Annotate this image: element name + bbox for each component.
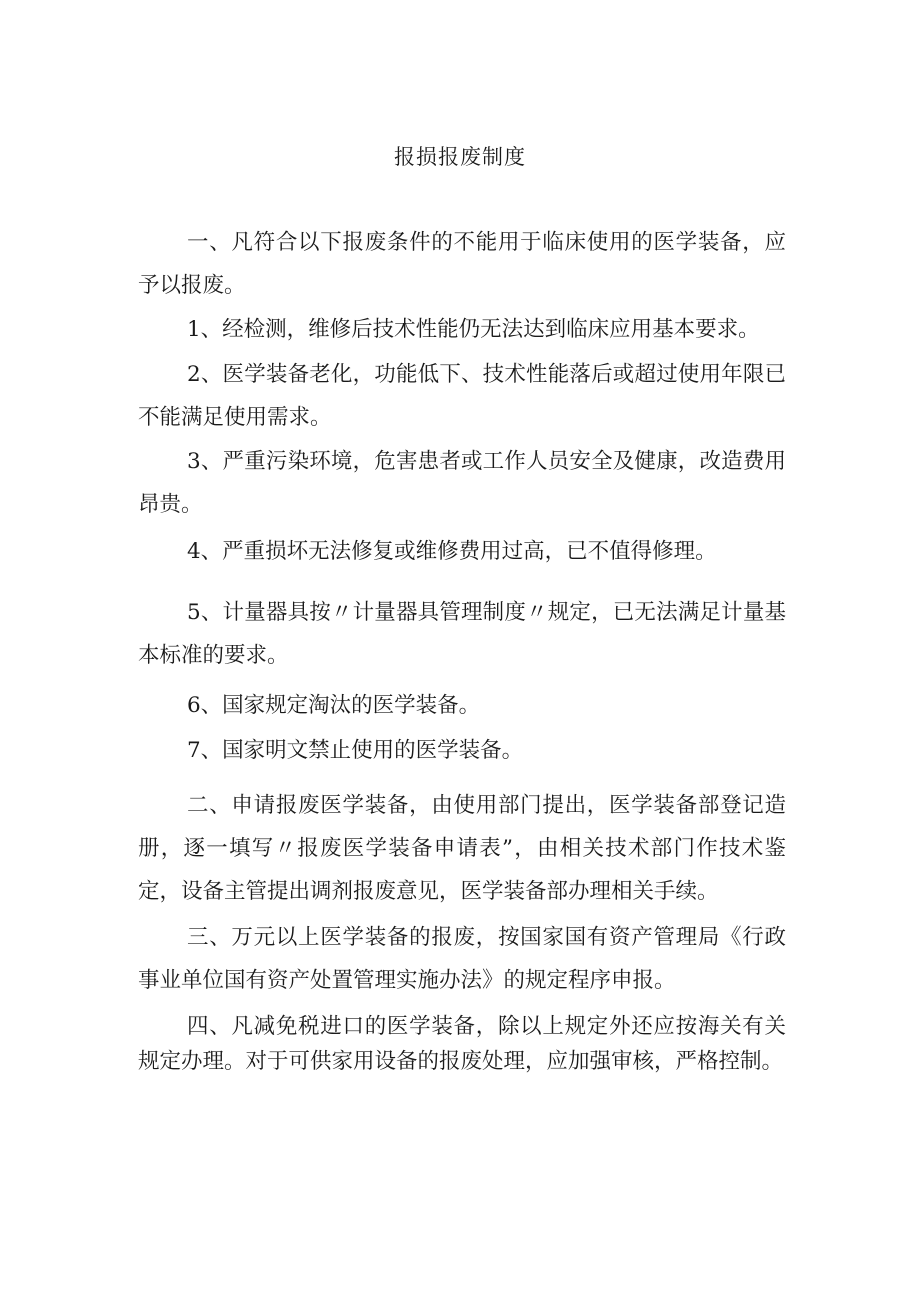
paragraph-item-4: 4、严重损坏无法修复或维修费用过高，已不值得修理。 bbox=[187, 539, 717, 564]
paragraph-section-1: 一、凡符合以下报废条件的不能用于临床使用的医学装备，应予以报废。 bbox=[138, 230, 786, 298]
paragraph-item-6: 6、国家规定淘汰的医学装备。 bbox=[187, 693, 481, 718]
paragraph-section-3: 三、万元以上医学装备的报废，按国家国有资产管理局《行政事业单位国有资产处置管理实施办法》的规定程序申报。 bbox=[138, 925, 786, 993]
paragraph-section-4: 四、凡减免税进口的医学装备，除以上规定外还应按海关有关规定办理。对于可供家用设备的报废处理，应加强审核，严格控制。 bbox=[138, 1014, 786, 1074]
paragraph-item-1: 1、经检测，维修后技术性能仍无法达到临床应用基本要求。 bbox=[187, 317, 760, 342]
document-title: 报损报废制度 bbox=[394, 145, 526, 169]
paragraph-item-5: 5、计量器具按〃计量器具管理制度〃规定，已无法满足计量基本标准的要求。 bbox=[138, 600, 786, 668]
paragraph-section-2: 二、申请报废医学装备，由使用部门提出，医学装备部登记造册，逐一填写〃报废医学装备申请表”，由相关技术部门作技术鉴定，设备主管提出调剂报废意见，医学装备部办理相关手续。 bbox=[138, 793, 786, 904]
paragraph-item-2: 2、医学装备老化，功能低下、技术性能落后或超过使用年限已不能满足使用需求。 bbox=[138, 362, 786, 430]
paragraph-item-3: 3、严重污染环境，危害患者或工作人员安全及健康，改造费用昂贵。 bbox=[138, 449, 786, 517]
paragraph-item-7: 7、国家明文禁止使用的医学装备。 bbox=[187, 738, 524, 763]
